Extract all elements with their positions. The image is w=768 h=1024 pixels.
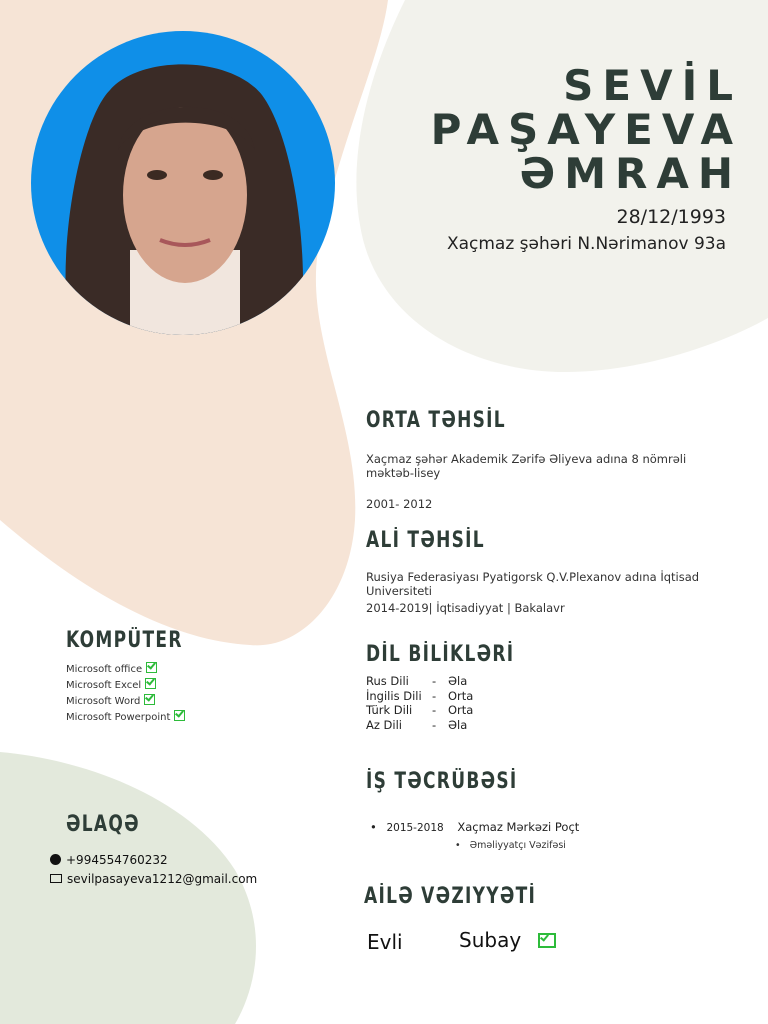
experience-company: Xaçmaz Mərkəzi Poçt bbox=[457, 820, 580, 834]
checkbox-check-icon bbox=[174, 710, 185, 721]
computer-title: KOMPÜTER bbox=[66, 628, 183, 653]
family-option-single: Subay bbox=[459, 928, 556, 952]
checkbox-check-icon bbox=[145, 678, 156, 689]
patronymic: ƏMRAH bbox=[519, 149, 742, 198]
family-option-married: Evli bbox=[367, 930, 403, 954]
email-address: sevilpasayeva1212@gmail.com bbox=[67, 872, 258, 886]
whatsapp-icon bbox=[50, 854, 61, 865]
checkbox-check-icon bbox=[146, 662, 157, 673]
portrait-photo bbox=[66, 64, 304, 340]
sage-blob bbox=[0, 752, 256, 1024]
computer-list bbox=[66, 661, 185, 725]
address: Xaçmaz şəhəri N.Nərimanov 93a bbox=[446, 234, 726, 254]
computer-item: Microsoft Powerpoint bbox=[66, 709, 185, 725]
experience-position: Əməliyyatçı Vəzifəsi bbox=[469, 840, 566, 851]
secondary-years: 2001- 2012 bbox=[366, 497, 433, 511]
higher-education-title: ALİ TƏHSİL bbox=[366, 528, 485, 553]
university: Rusiya Federasiyası Pyatigorsk Q.V.Plexanov adına İqtisad Universiteti bbox=[366, 570, 700, 598]
language-list bbox=[366, 674, 473, 732]
envelope-icon bbox=[50, 874, 62, 883]
computer-item: Microsoft Word bbox=[66, 693, 185, 709]
languages-title: DİL BİLİKLƏRİ bbox=[366, 642, 515, 667]
experience-entry bbox=[370, 820, 579, 834]
language-row: İngilis Dili - Orta bbox=[366, 688, 474, 703]
language-row: Türk Dili - Orta bbox=[366, 703, 474, 717]
phone-row bbox=[50, 853, 168, 867]
experience-period: 2015-2018 bbox=[386, 822, 444, 834]
university-details: 2014-2019| İqtisadiyyat | Bakalavr bbox=[366, 601, 565, 615]
first-name: SEVİL bbox=[563, 61, 742, 110]
checkbox-check-icon bbox=[538, 933, 556, 948]
secondary-education-title: ORTA TƏHSİL bbox=[366, 408, 506, 433]
computer-item: Microsoft office bbox=[66, 661, 185, 677]
family-title: AİLƏ VƏZIYYƏTİ bbox=[364, 884, 537, 909]
bullet: • bbox=[455, 840, 461, 851]
secondary-school: Xaçmaz şəhər Akademik Zərifə Əliyeva adına 8 nömrəli məktəb-lisey bbox=[366, 452, 687, 480]
computer-item: Microsoft Excel bbox=[66, 677, 185, 693]
experience-title: İŞ TƏCRÜBƏSİ bbox=[366, 769, 518, 794]
language-row: Az Dili - Əla bbox=[366, 717, 468, 732]
birth-date: 28/12/1993 bbox=[616, 206, 726, 228]
phone-number: +994554760232 bbox=[66, 853, 168, 867]
email-row bbox=[50, 872, 257, 886]
bullet: • bbox=[370, 820, 377, 834]
last-name: PAŞAYEVA bbox=[430, 105, 742, 154]
contact-title: ƏLAQƏ bbox=[66, 812, 140, 837]
language-row: Rus Dili - Əla bbox=[366, 674, 468, 688]
checkbox-check-icon bbox=[144, 694, 155, 705]
experience-position-row bbox=[455, 840, 566, 851]
